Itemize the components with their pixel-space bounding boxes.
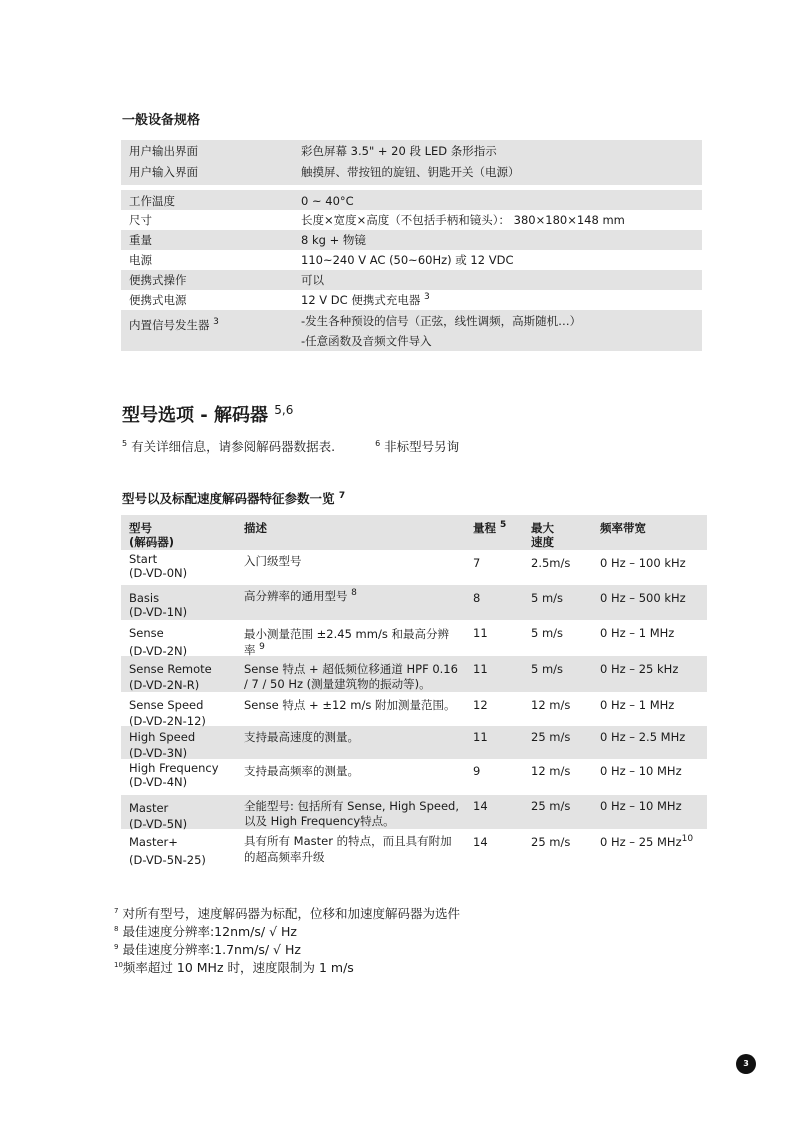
cell-model <box>121 795 244 829</box>
spec-key: 尺寸 <box>129 213 152 227</box>
footnote-ref: 3 <box>213 317 219 328</box>
table-row <box>121 620 707 656</box>
cell-freq: 0 Hz – 10 MHz <box>600 799 682 813</box>
table-row <box>121 759 707 795</box>
footnote-ref: 5 <box>500 520 507 531</box>
model-options-title: 型号选项 - 解码器 <box>122 405 269 426</box>
footnote-num: 8 <box>114 924 119 933</box>
model-code: (D-VD-2N) <box>129 644 188 658</box>
footnote-ref: 5,6 <box>274 403 294 417</box>
footnote-ref: 8 <box>351 588 357 599</box>
cell-freq: 0 Hz – 1 MHz <box>600 698 675 712</box>
table-row <box>121 550 707 585</box>
spec-value <box>301 290 702 310</box>
section-title-model-options <box>122 401 293 427</box>
note-5-text: 有关详细信息，请参阅解码器数据表. <box>131 439 336 454</box>
cell-desc <box>244 795 473 829</box>
spec-row <box>121 310 702 351</box>
page-number: 3 <box>736 1054 756 1074</box>
cell-speed: 5 m/s <box>531 591 564 605</box>
cell-model <box>121 550 244 585</box>
desc-line: 最小测量范围 ±2.45 mm/s 和最高分辨 <box>244 627 449 641</box>
spec-value: 可以 <box>301 273 324 287</box>
cell-range: 9 <box>473 764 481 778</box>
footnote <box>114 941 460 959</box>
note-6 <box>375 437 459 455</box>
spec-row <box>121 290 702 310</box>
footnote-text: 频率超过 10 MHz 时，速度限制为 1 m/s <box>122 960 354 975</box>
cell-speed: 5 m/s <box>531 662 564 676</box>
decoder-table-header <box>121 515 707 550</box>
spec-key: 用户输入界面 <box>129 165 198 179</box>
desc-text: 率 <box>244 643 256 657</box>
cell-freq <box>600 829 707 869</box>
general-spec-table <box>121 140 702 351</box>
spec-key: 便携式电源 <box>129 293 187 307</box>
model-name: Basis <box>129 591 160 605</box>
spec-key: 便携式操作 <box>129 273 187 287</box>
model-code: (D-VD-0N) <box>129 566 188 580</box>
cell-freq: 0 Hz – 500 kHz <box>600 591 686 605</box>
cell-model <box>121 829 244 869</box>
desc-line: 全能型号: 包括所有 Sense, High Speed, <box>244 799 460 813</box>
cell-freq: 0 Hz – 25 kHz <box>600 662 679 676</box>
desc-line: 具有所有 Master 的特点，而且具有附加 <box>244 834 452 848</box>
footnote <box>114 923 460 941</box>
spec-value: 8 kg + 物镜 <box>301 233 366 247</box>
spec-value: 彩色屏幕 3.5" + 20 段 LED 条形指示 <box>301 144 497 158</box>
footnote-text: 最佳速度分辨率:12nm/s/ √ Hz <box>122 924 297 939</box>
decoder-table <box>121 515 707 869</box>
spec-key: 用户输出界面 <box>129 144 198 158</box>
cell-desc: 入门级型号 <box>244 554 302 568</box>
spec-key: 重量 <box>129 233 152 247</box>
spec-value: 110~240 V AC (50~60Hz) 或 12 VDC <box>301 253 514 267</box>
model-name: Master+ <box>129 835 178 849</box>
header-speed-line1: 最大 <box>531 521 554 535</box>
model-code: (D-VD-5N-25) <box>129 853 206 867</box>
spec-value-line: -发生各种预设的信号（正弦，线性调频，高斯随机…） <box>301 314 582 328</box>
cell-model <box>121 692 244 726</box>
section-title-decoder-list <box>122 489 345 507</box>
cell-range: 12 <box>473 698 488 712</box>
table-row <box>121 585 707 620</box>
footnote-ref: 7 <box>338 490 346 501</box>
cell-range: 7 <box>473 556 481 570</box>
spec-value: 长度×宽度×高度（不包括手柄和镜头）： 380×180×148 mm <box>301 213 625 227</box>
cell-range: 8 <box>473 591 481 605</box>
desc-text: 高分辨率的通用型号 <box>244 589 348 603</box>
model-name: Master <box>129 801 169 815</box>
cell-range: 11 <box>473 626 488 640</box>
table-row <box>121 692 707 726</box>
model-name: High Frequency <box>129 761 219 775</box>
footnote-text: 对所有型号，速度解码器为标配，位移和加速度解码器为选件 <box>122 906 460 921</box>
spec-row <box>121 230 702 250</box>
table-row <box>121 656 707 692</box>
footnote-ref: 3 <box>424 292 430 303</box>
footnote <box>114 905 460 923</box>
model-name: Sense Remote <box>129 662 212 676</box>
spec-key <box>121 311 301 351</box>
cell-speed: 12 m/s <box>531 698 571 712</box>
header-model-line1: 型号 <box>129 521 152 535</box>
model-code: (D-VD-2N-12) <box>129 714 206 728</box>
cell-range: 14 <box>473 799 488 813</box>
spec-value <box>301 311 702 351</box>
desc-line: 以及 High Frequency特点。 <box>244 814 395 828</box>
spec-row <box>121 270 702 290</box>
model-name: Sense <box>129 626 164 640</box>
spec-value-line: -任意函数及音频文件导入 <box>301 334 432 348</box>
cell-range: 11 <box>473 730 488 744</box>
cell-speed: 2.5m/s <box>531 556 571 570</box>
spec-value: 触摸屏、带按钮的旋钮、钥匙开关（电源） <box>301 165 520 179</box>
cell-desc <box>244 829 473 869</box>
footnote <box>114 959 460 977</box>
header-speed <box>531 515 600 550</box>
header-model <box>121 515 244 550</box>
footnote-text: 最佳速度分辨率:1.7nm/s/ √ Hz <box>122 942 301 957</box>
model-name: High Speed <box>129 730 196 744</box>
table-row <box>121 829 707 869</box>
footnote-ref: 9 <box>259 642 265 653</box>
header-range <box>473 515 531 550</box>
cell-desc <box>244 656 473 692</box>
spec-row <box>121 190 702 210</box>
cell-desc <box>244 620 473 656</box>
spec-key-text: 内置信号发生器 <box>129 318 210 332</box>
cell-speed: 25 m/s <box>531 835 571 849</box>
cell-desc <box>244 585 473 620</box>
table-row <box>121 795 707 829</box>
cell-range: 14 <box>473 835 488 849</box>
spec-key: 电源 <box>129 253 152 267</box>
footnote-num: 7 <box>114 906 119 915</box>
model-code: (D-VD-5N) <box>129 817 188 831</box>
model-code: (D-VD-4N) <box>129 775 188 789</box>
footnote-num: 10 <box>114 960 123 969</box>
cell-model <box>121 585 244 620</box>
section-title-general: 一般设备规格 <box>122 113 201 128</box>
cell-freq: 0 Hz – 2.5 MHz <box>600 730 686 744</box>
desc-line: / 7 / 50 Hz (测量建筑物的振动等)。 <box>244 677 431 691</box>
header-range-text: 量程 <box>473 521 496 535</box>
spec-row <box>121 250 702 270</box>
footnote-num: 9 <box>114 942 119 951</box>
spec-value: 0 ~ 40°C <box>301 194 354 208</box>
footnotes <box>114 905 460 977</box>
cell-desc: 支持最高频率的测量。 <box>244 764 359 778</box>
cell-speed: 25 m/s <box>531 730 571 744</box>
spec-value-text: 12 V DC 便携式充电器 <box>301 293 421 307</box>
footnote-ref: 10 <box>681 834 694 845</box>
header-desc: 描述 <box>244 521 267 535</box>
freq-text: 0 Hz – 25 MHz <box>600 835 682 849</box>
cell-freq: 0 Hz – 100 kHz <box>600 556 686 570</box>
desc-line: Sense 特点 + 超低频位移通道 HPF 0.16 <box>244 662 458 676</box>
cell-range: 11 <box>473 662 488 676</box>
note-6-num: 6 <box>375 438 381 448</box>
decoder-list-title: 型号以及标配速度解码器特征参数一览 <box>122 491 335 506</box>
model-notes <box>122 437 459 455</box>
cell-speed: 12 m/s <box>531 764 571 778</box>
table-row <box>121 726 707 759</box>
note-6-text: 非标型号另询 <box>384 439 460 454</box>
cell-freq: 0 Hz – 10 MHz <box>600 764 682 778</box>
model-code: (D-VD-1N) <box>129 605 188 619</box>
cell-model <box>121 656 244 692</box>
header-model-line2: (解码器) <box>129 535 175 549</box>
cell-speed: 25 m/s <box>531 799 571 813</box>
model-name: Start <box>129 552 158 566</box>
spec-row <box>121 160 702 185</box>
model-code: (D-VD-2N-R) <box>129 678 200 692</box>
cell-desc: 支持最高速度的测量。 <box>244 730 359 744</box>
cell-model <box>121 726 244 759</box>
note-5-num: 5 <box>122 438 128 448</box>
cell-speed: 5 m/s <box>531 626 564 640</box>
cell-model <box>121 620 244 656</box>
header-speed-line2: 速度 <box>531 535 554 549</box>
note-5 <box>122 437 335 455</box>
model-code: (D-VD-3N) <box>129 746 188 760</box>
model-name: Sense Speed <box>129 698 204 712</box>
cell-freq: 0 Hz – 1 MHz <box>600 626 675 640</box>
spec-row <box>121 210 702 230</box>
header-freq: 频率带宽 <box>600 521 646 535</box>
spec-row <box>121 140 702 160</box>
cell-model <box>121 759 244 795</box>
desc-line: 的超高频率升级 <box>244 850 325 864</box>
spec-key: 工作温度 <box>129 194 175 208</box>
cell-desc: Sense 特点 + ±12 m/s 附加测量范围。 <box>244 698 456 712</box>
